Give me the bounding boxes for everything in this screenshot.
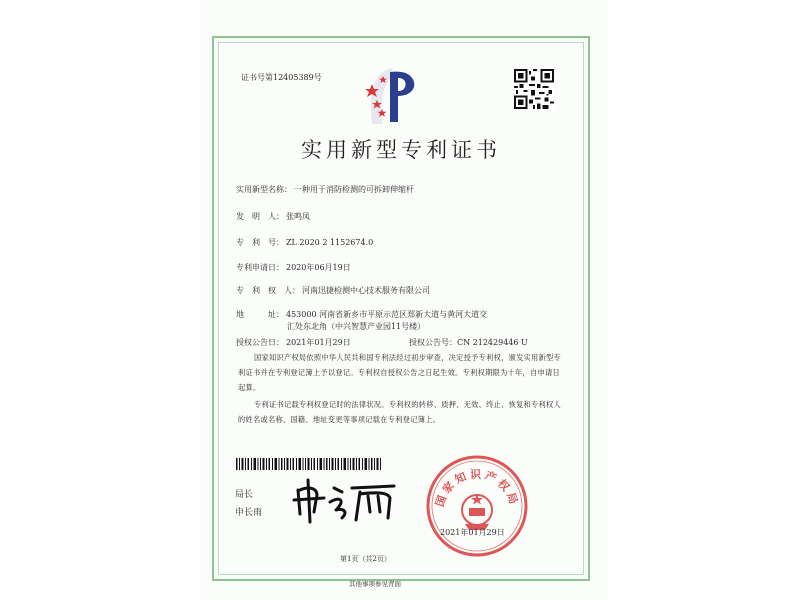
page-number: 第1页（共2页）: [340, 555, 391, 563]
field-patentee: [236, 285, 430, 296]
field-label: 专 利 号：: [236, 238, 284, 247]
field-value: ZL 2020 2 1152674.0: [286, 238, 374, 247]
patent-office-logo: [352, 62, 432, 128]
seal-date: 2021年01月29日: [440, 528, 505, 537]
field-grant-date: [236, 337, 351, 348]
national-emblem-icon: [462, 494, 492, 530]
field-application-date: [236, 262, 351, 273]
grant-statement-paragraph: 国家知识产权局依照中华人民共和国专利法经过初步审查，决定授予专利权，颁发实用新型专利证书并在专利登记簿上予以登记。专利权自授权公告之日起生效。专利权期限为十年，自申请日起算。: [238, 353, 561, 392]
field-label: 发 明 人：: [236, 212, 284, 221]
field-patent-number: [236, 237, 373, 248]
certificate-number: 证书号第12405389号: [241, 73, 322, 82]
qr-code-icon: [514, 69, 554, 109]
field-value: 一种用于消防检测的可拆卸伸缩杆: [294, 185, 414, 194]
seal-text: 国家知识产权局: [433, 468, 521, 509]
field-value: 2021年01月29日: [286, 338, 351, 347]
announcement-number: 授权公告号：CN 212429446 U: [409, 338, 528, 347]
field-label: 专 利 权 人：: [236, 286, 300, 295]
director-title: 局长: [235, 490, 254, 500]
barcode: [236, 458, 381, 470]
footer-note: 其他事项参见背面: [349, 580, 401, 588]
field-label: 专利申请日：: [236, 263, 284, 272]
field-label: 实用新型名称：: [236, 185, 292, 194]
field-inventor: [236, 211, 310, 222]
field-label: 授权公告日：: [236, 338, 284, 347]
certificate-title: 实用新型专利证书: [301, 138, 501, 162]
director-signature: [290, 478, 400, 528]
field-address: [236, 309, 487, 320]
field-utility-model-name: [236, 184, 414, 195]
legal-status-paragraph: 专利证书记载专利权登记时的法律状况。专利权的转移、质押、无效、终止、恢复和专利权人的姓名或名称、国籍、地址变更等事项记载在专利登记簿上。: [238, 400, 561, 424]
field-value: 张鸣凤: [286, 212, 310, 221]
field-value: 453000 河南省新乡市平原示范区郑新大道与黄河大道交: [286, 310, 488, 319]
field-value: 2020年06月19日: [286, 263, 351, 272]
field-value: 河南迅捷检测中心技术服务有限公司: [302, 286, 430, 295]
official-seal: [425, 454, 529, 558]
address-line-2: 汇处东北角（中兴智慧产业园11号楼）: [287, 322, 426, 331]
director-name: 申长雨: [235, 508, 263, 518]
field-label: 地 址：: [236, 310, 284, 319]
